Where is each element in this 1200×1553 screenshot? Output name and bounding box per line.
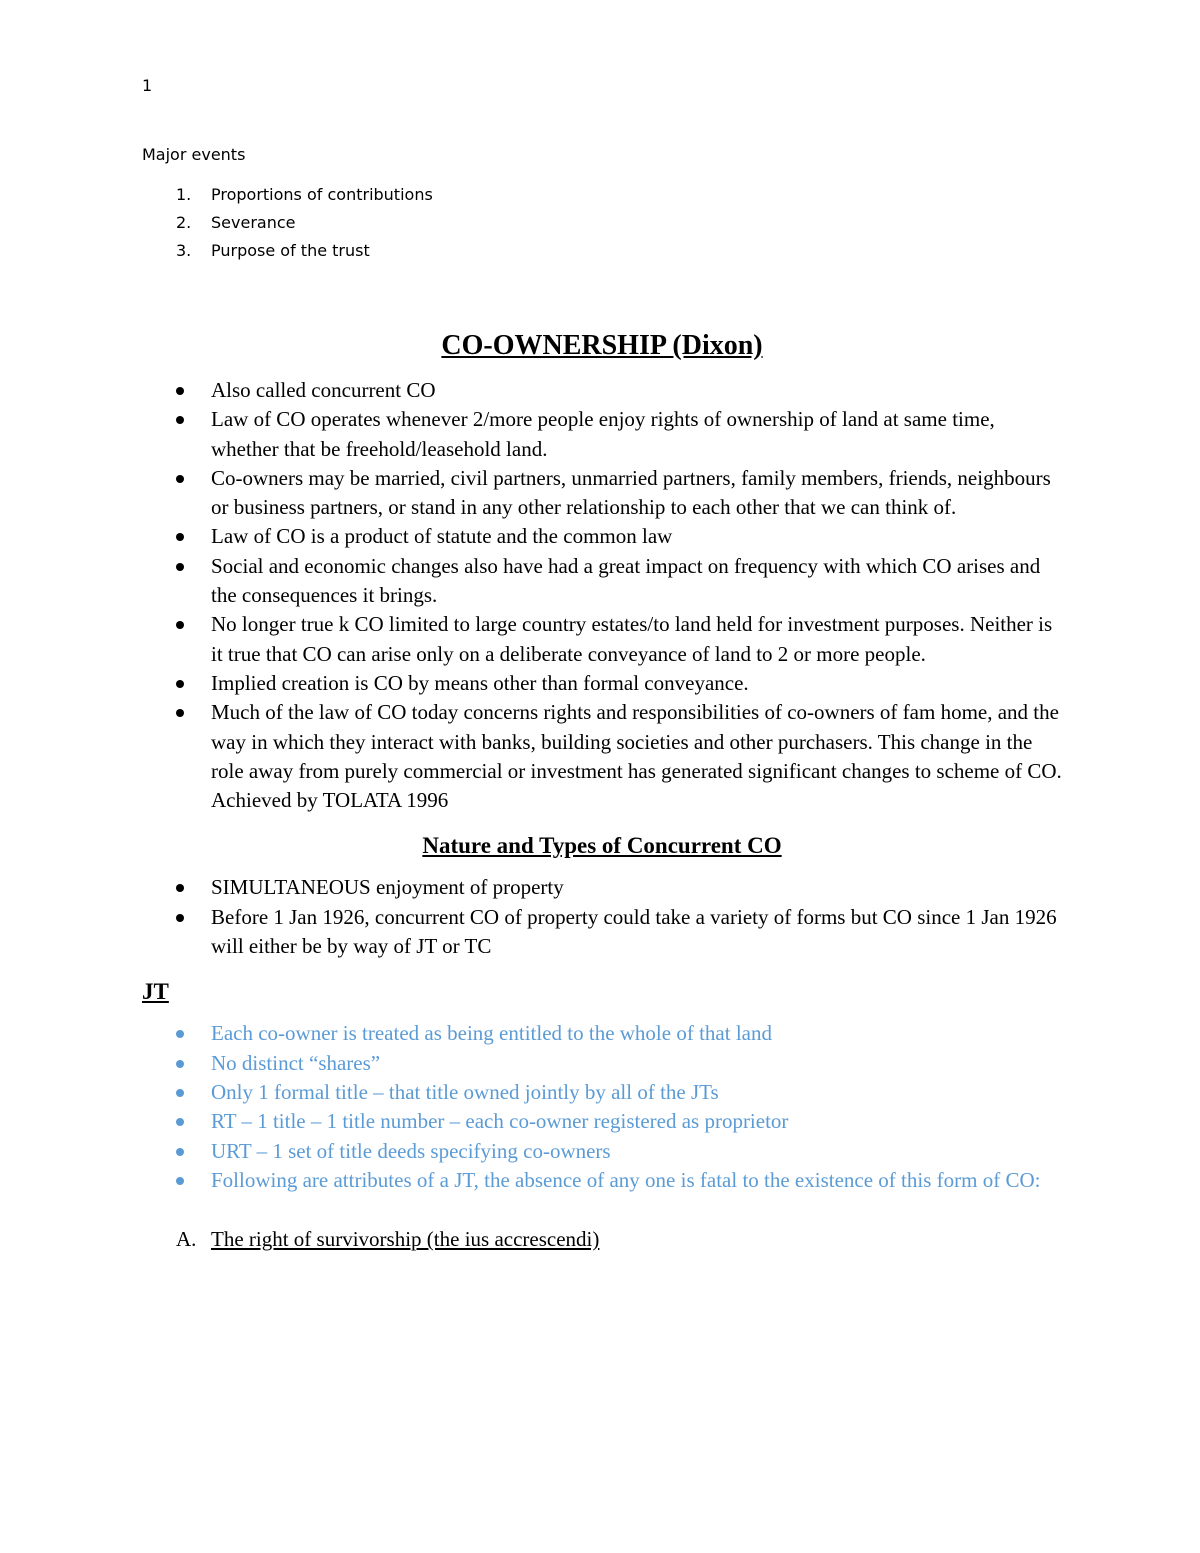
- list-item: Only 1 formal title – that title owned jointly by all of the JTs: [142, 1078, 1062, 1107]
- nature-list: [142, 873, 1062, 961]
- bullet-icon: [176, 709, 184, 717]
- bullet-icon: [176, 1030, 184, 1038]
- list-item: Co-owners may be married, civil partners, unmarried partners, family members, friends, neighbours or business partners, or stand in any other relationship to each other that we can think of.: [142, 464, 1062, 523]
- nature-heading: Nature and Types of Concurrent CO: [422, 833, 782, 859]
- attribute-letter: A.: [176, 1227, 197, 1252]
- list-item: No longer true k CO limited to large country estates/to land held for investment purposes. Neither is it true that CO can arise only on a deliberate conveyance of land to 2 or more people.: [142, 610, 1062, 669]
- bullet-icon: [176, 533, 184, 541]
- bullet-icon: [176, 680, 184, 688]
- bullet-icon: [176, 563, 184, 571]
- page-number: 1: [142, 76, 153, 95]
- bullet-icon: [176, 475, 184, 483]
- list-item: URT – 1 set of title deeds specifying co-owners: [142, 1137, 1062, 1166]
- bullet-icon: [176, 1089, 184, 1097]
- list-item: Social and economic changes also have had a great impact on frequency with which CO arises and the consequences it brings.: [142, 552, 1062, 611]
- document-body: [142, 326, 1062, 1254]
- bullet-icon: [176, 621, 184, 629]
- bullet-icon: [176, 1148, 184, 1156]
- list-item: Implied creation is CO by means other than formal conveyance.: [142, 669, 1062, 698]
- attribute-a: [142, 1225, 1062, 1254]
- list-item: Law of CO operates whenever 2/more people enjoy rights of ownership of land at same time, whether that be freehold/leasehold land.: [142, 405, 1062, 464]
- list-item: 3. Purpose of the trust: [176, 241, 370, 260]
- major-events-heading: Major events: [142, 145, 246, 164]
- co-ownership-list: [142, 376, 1062, 815]
- list-item: Much of the law of CO today concerns rights and responsibilities of co-owners of fam home, and the way in which they interact with banks, building societies and other purchasers. This change in the role away from purely commercial or investment has generated significant changes to scheme of CO. Achieved by TOLATA 1996: [142, 698, 1062, 815]
- bullet-icon: [176, 1177, 184, 1185]
- bullet-icon: [176, 387, 184, 395]
- bullet-icon: [176, 914, 184, 922]
- attribute-text: The right of survivorship (the ius accrescendi): [211, 1227, 600, 1252]
- list-item: No distinct “shares”: [142, 1049, 1062, 1078]
- list-item: Following are attributes of a JT, the absence of any one is fatal to the existence of this form of CO:: [142, 1166, 1062, 1195]
- list-item: Before 1 Jan 1926, concurrent CO of property could take a variety of forms but CO since 1 Jan 1926 will either be by way of JT or TC: [142, 903, 1062, 962]
- list-item: RT – 1 title – 1 title number – each co-owner registered as proprietor: [142, 1107, 1062, 1136]
- major-events-section: [142, 145, 433, 265]
- jt-list: [142, 1019, 1062, 1195]
- list-item: Also called concurrent CO: [142, 376, 1062, 405]
- list-item: 2. Severance: [176, 213, 296, 232]
- list-item: Law of CO is a product of statute and the common law: [142, 522, 1062, 551]
- bullet-icon: [176, 884, 184, 892]
- list-item: SIMULTANEOUS enjoyment of property: [142, 873, 1062, 902]
- major-events-list: [142, 181, 433, 265]
- bullet-icon: [176, 1118, 184, 1126]
- bullet-icon: [176, 1060, 184, 1068]
- jt-heading: JT: [142, 979, 169, 1005]
- list-item: 1. Proportions of contributions: [176, 185, 433, 204]
- page-title: CO-OWNERSHIP (Dixon): [441, 330, 763, 361]
- bullet-icon: [176, 416, 184, 424]
- list-item: Each co-owner is treated as being entitled to the whole of that land: [142, 1019, 1062, 1048]
